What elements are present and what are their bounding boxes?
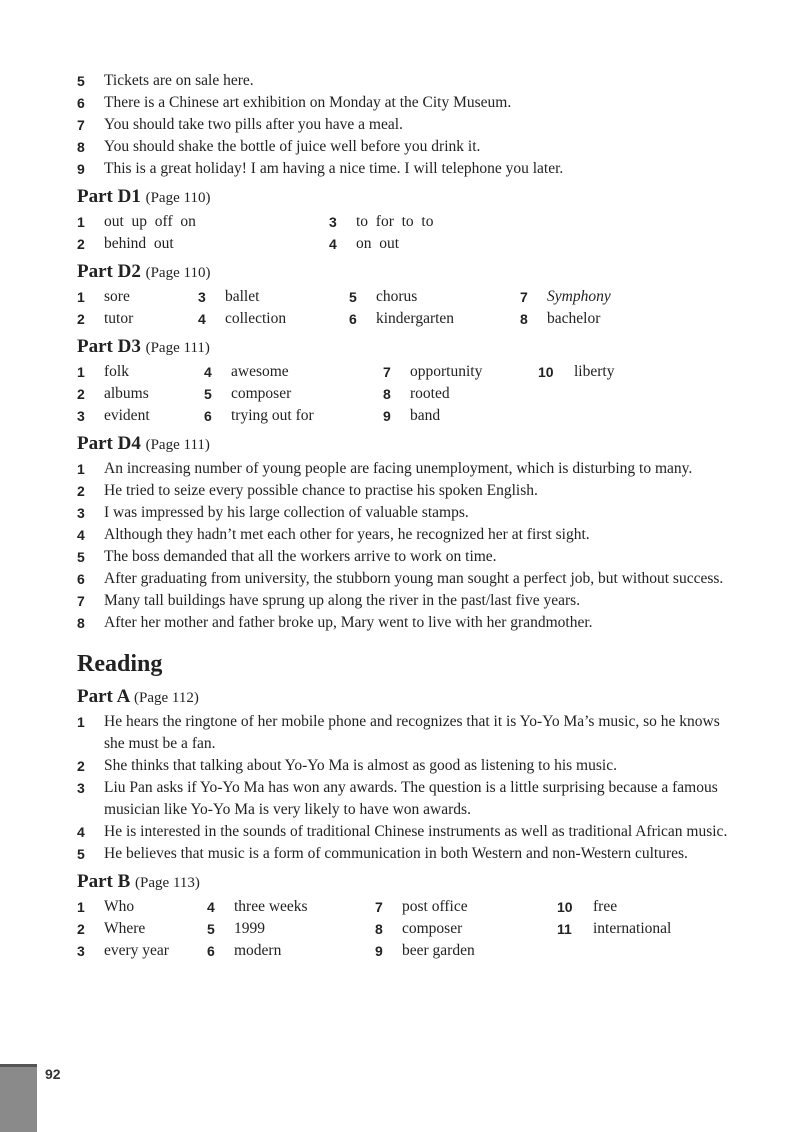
item-text: Who: [104, 898, 135, 915]
reading-part-b-heading: [77, 869, 742, 896]
item-text: The boss demanded that all the workers arrive to work on time.: [104, 548, 497, 565]
item-number: 6: [207, 943, 215, 959]
item-text: composer: [231, 385, 292, 402]
answer-item: [77, 233, 174, 255]
list-item: [77, 70, 742, 92]
item-text: Where: [104, 920, 146, 937]
item-text: rooted: [410, 385, 450, 402]
answer-item: [77, 405, 150, 427]
answer-item: [520, 286, 611, 308]
page-reference: (Page 110): [145, 265, 211, 281]
item-number: 6: [77, 571, 85, 587]
item-number: 1: [77, 364, 85, 380]
list-item: [77, 158, 742, 180]
item-number: 9: [383, 408, 391, 424]
item-number: 8: [77, 615, 85, 631]
item-number: 7: [520, 289, 528, 305]
item-number: 7: [375, 899, 383, 915]
item-number: 5: [349, 289, 357, 305]
list-item: [77, 524, 742, 546]
answer-item: [207, 896, 308, 918]
list-item: [77, 777, 742, 821]
list-item: [77, 480, 742, 502]
item-number: 7: [77, 593, 85, 609]
item-text: liberty: [574, 363, 615, 380]
item-number: 1: [77, 461, 85, 477]
list-item: [77, 92, 742, 114]
list-item: [77, 546, 742, 568]
item-number: 7: [383, 364, 391, 380]
item-text: folk: [104, 363, 129, 380]
item-text: modern: [234, 942, 282, 959]
item-text: After graduating from university, the stubborn young man sought a perfect job, but without success.: [104, 570, 724, 587]
item-number: 5: [77, 549, 85, 565]
item-text: out up off on: [104, 213, 196, 230]
answer-item: [538, 361, 614, 383]
item-number: 6: [77, 95, 85, 111]
answer-item: [207, 918, 265, 940]
item-number: 1: [77, 899, 85, 915]
answer-item: [77, 308, 133, 330]
answer-item: [329, 233, 399, 255]
item-text: free: [593, 898, 618, 915]
item-text: bachelor: [547, 310, 601, 327]
item-number: 8: [375, 921, 383, 937]
answer-item: [207, 940, 281, 962]
part-d2-heading: [77, 259, 742, 286]
item-text: three weeks: [234, 898, 308, 915]
item-text: An increasing number of young people are facing unemployment, which is disturbing to many.: [104, 460, 693, 477]
item-text: He is interested in the sounds of traditional Chinese instruments as well as traditional African music.: [104, 823, 728, 840]
answer-item: [204, 361, 289, 383]
item-number: 1: [77, 714, 85, 730]
reading-heading: Reading: [77, 651, 163, 677]
item-text: Liu Pan asks if Yo-Yo Ma has won any awards. The question is a little surprising because a famous musician like Yo-Yo Ma is very likely to have won awards.: [104, 779, 718, 818]
item-text: to for to to: [356, 213, 434, 230]
item-text: Many tall buildings have sprung up along the river in the past/last five years.: [104, 592, 581, 609]
list-item: [77, 821, 742, 843]
item-text: international: [593, 920, 672, 937]
item-number: 3: [77, 943, 85, 959]
reading-part-b-answers: [77, 896, 742, 962]
item-number: 8: [77, 139, 85, 155]
item-number: 4: [77, 527, 85, 543]
item-text: You should take two pills after you have a meal.: [104, 116, 403, 133]
part-title: Part B: [77, 871, 131, 892]
list-item: [77, 136, 742, 158]
item-number: 5: [77, 846, 85, 862]
part-d1-answers: [77, 211, 742, 255]
list-item: [77, 843, 742, 865]
item-number: 10: [557, 899, 573, 915]
answer-item: [77, 383, 149, 405]
item-number: 3: [198, 289, 206, 305]
item-text: chorus: [376, 288, 418, 305]
intro-list: [77, 70, 742, 180]
answer-item: [383, 405, 440, 427]
item-text: beer garden: [402, 942, 475, 959]
item-number: 4: [329, 236, 337, 252]
list-item: [77, 612, 742, 634]
page-reference: (Page 113): [135, 875, 200, 891]
item-text: He hears the ringtone of her mobile phone and recognizes that it is Yo-Yo Ma’s music, so he knows she must be a fan.: [104, 713, 720, 752]
item-number: 6: [204, 408, 212, 424]
item-number: 11: [557, 921, 572, 937]
part-d2-answers: [77, 286, 742, 330]
item-number: 5: [204, 386, 212, 402]
reading-part-a-answers: [77, 711, 742, 865]
answer-item: [77, 896, 134, 918]
item-number: 1: [77, 214, 85, 230]
item-text: She thinks that talking about Yo-Yo Ma is almost as good as listening to his music.: [104, 757, 617, 774]
answer-item: [349, 286, 417, 308]
answer-item: [329, 211, 434, 233]
answer-item: [557, 896, 617, 918]
page-reference: (Page 111): [145, 437, 210, 453]
item-number: 4: [77, 824, 85, 840]
item-number: 3: [329, 214, 337, 230]
item-text: every year: [104, 942, 169, 959]
answer-item: [349, 308, 454, 330]
part-title: Part D3: [77, 336, 141, 357]
item-number: 5: [77, 73, 85, 89]
part-d4-answers: [77, 458, 742, 634]
item-text: There is a Chinese art exhibition on Monday at the City Museum.: [104, 94, 512, 111]
item-number: 2: [77, 758, 85, 774]
part-d1-heading: [77, 184, 742, 211]
item-number: 4: [204, 364, 212, 380]
reading-part-a-heading: [77, 684, 742, 711]
item-text: kindergarten: [376, 310, 455, 327]
item-number: 3: [77, 780, 85, 796]
item-text: trying out for: [231, 407, 314, 424]
item-number: 3: [77, 408, 85, 424]
answer-item: [520, 308, 600, 330]
item-text: He tried to seize every possible chance to practise his spoken English.: [104, 482, 538, 499]
part-title: Part A: [77, 686, 130, 707]
item-text: band: [410, 407, 441, 424]
item-text: evident: [104, 407, 150, 424]
item-number: 2: [77, 483, 85, 499]
list-item: [77, 502, 742, 524]
item-text: After her mother and father broke up, Mary went to live with her grandmother.: [104, 614, 593, 631]
item-number: 2: [77, 921, 85, 937]
item-number: 3: [77, 505, 85, 521]
part-title: Part D4: [77, 433, 141, 454]
item-text: composer: [402, 920, 463, 937]
item-number: 8: [520, 311, 528, 327]
item-text: post office: [402, 898, 468, 915]
answer-item: [375, 940, 475, 962]
item-text: on out: [356, 235, 400, 252]
page-reference: (Page 111): [145, 340, 210, 356]
answer-item: [383, 383, 450, 405]
answer-item: [204, 405, 314, 427]
page-edge-tab: [0, 1067, 37, 1132]
item-text: This is a great holiday! I am having a nice time. I will telephone you later.: [104, 160, 564, 177]
item-text: You should shake the bottle of juice well before you drink it.: [104, 138, 481, 155]
part-title: Part D1: [77, 186, 141, 207]
item-number: 6: [349, 311, 357, 327]
answer-key-content: [77, 70, 742, 962]
part-title: Part D2: [77, 261, 141, 282]
item-text: Tickets are on sale here.: [104, 72, 254, 89]
answer-item: [77, 286, 130, 308]
page-reference: (Page 112): [134, 690, 199, 706]
item-number: 1: [77, 289, 85, 305]
list-item: [77, 458, 742, 480]
item-text: collection: [225, 310, 287, 327]
list-item: [77, 114, 742, 136]
answer-item: [77, 211, 196, 233]
item-number: 9: [77, 161, 85, 177]
page-reference: (Page 110): [145, 190, 211, 206]
item-text: Although they hadn’t met each other for years, he recognized her at first sight.: [104, 526, 590, 543]
answer-item: [77, 940, 169, 962]
item-number: 2: [77, 386, 85, 402]
item-text: albums: [104, 385, 149, 402]
answer-item: [77, 361, 129, 383]
item-text: ballet: [225, 288, 260, 305]
answer-item: [204, 383, 291, 405]
list-item: [77, 590, 742, 612]
item-number: 8: [383, 386, 391, 402]
part-d4-heading: [77, 431, 742, 458]
item-number: 5: [207, 921, 215, 937]
item-text: Symphony: [547, 288, 611, 305]
item-text: sore: [104, 288, 130, 305]
list-item: [77, 755, 742, 777]
item-text: He believes that music is a form of communication in both Western and non-Western cultures.: [104, 845, 688, 862]
item-number: 10: [538, 364, 554, 380]
answer-item: [198, 286, 259, 308]
answer-item: [383, 361, 482, 383]
item-number: 2: [77, 311, 85, 327]
part-d3-heading: [77, 334, 742, 361]
list-item: [77, 568, 742, 590]
item-text: awesome: [231, 363, 289, 380]
answer-item: [557, 918, 671, 940]
item-number: 4: [207, 899, 215, 915]
item-number: 4: [198, 311, 206, 327]
item-text: 1999: [234, 920, 265, 937]
answer-item: [77, 918, 145, 940]
list-item: [77, 711, 742, 755]
page-number: 92: [45, 1066, 61, 1082]
item-number: 9: [375, 943, 383, 959]
item-number: 2: [77, 236, 85, 252]
item-text: tutor: [104, 310, 134, 327]
part-d3-answers: [77, 361, 742, 427]
item-text: I was impressed by his large collection of valuable stamps.: [104, 504, 469, 521]
answer-item: [375, 918, 462, 940]
item-number: 7: [77, 117, 85, 133]
answer-item: [198, 308, 286, 330]
answer-item: [375, 896, 468, 918]
item-text: opportunity: [410, 363, 483, 380]
item-text: behind out: [104, 235, 174, 252]
